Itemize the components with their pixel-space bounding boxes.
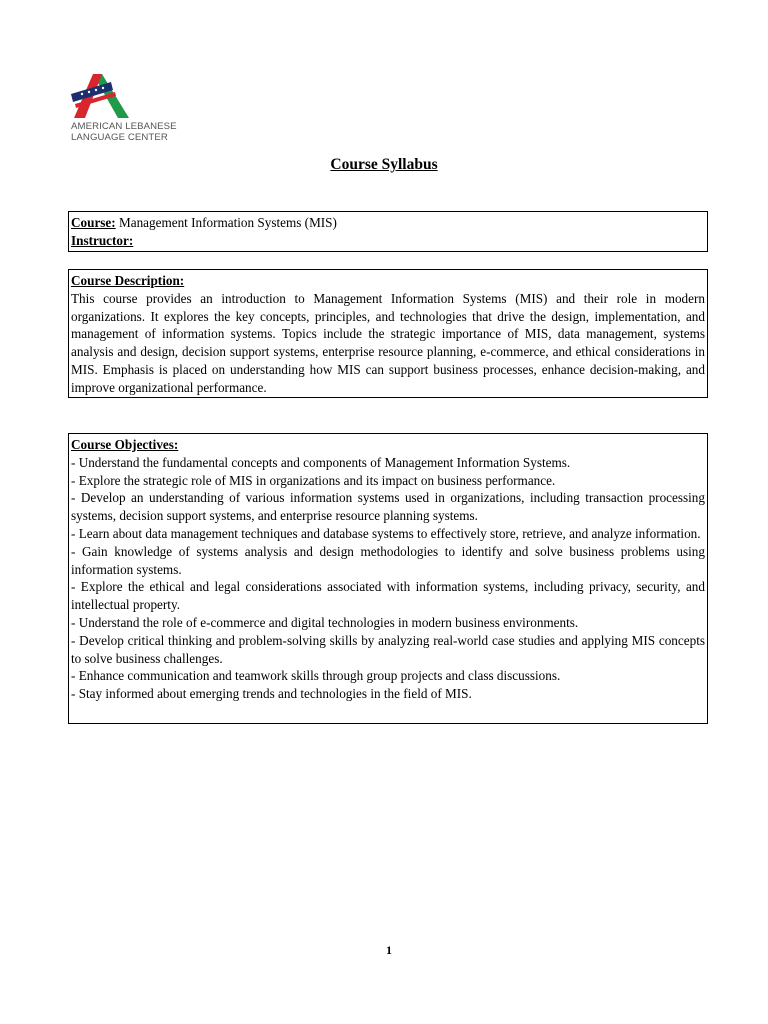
objective-item: - Develop critical thinking and problem-solving skills by analyzing real-world case studies and applying MIS concepts to solve business challenges. (71, 632, 705, 666)
alc-logo-mark (71, 72, 133, 122)
course-row (71, 214, 705, 232)
description-heading: Course Description: (71, 273, 185, 288)
instructor-label: Instructor: (71, 232, 134, 248)
objectives-heading: Course Objectives: (71, 437, 179, 452)
page-number: 1 (386, 943, 392, 957)
objective-item: - Learn about data management techniques and database systems to effectively store, retrieve, and analyze information. (71, 525, 701, 541)
objective-item: - Understand the fundamental concepts and components of Management Information Systems. (71, 454, 571, 470)
description-text: This course provides an introduction to Management Information Systems (MIS) and their role in modern organizations. It explores the key concepts, principles, and technologies that drive the design, implementation, and management of information systems. Topics include the strategic importance of MIS, data management, systems analysis and design, decision support systems, enterprise resource planning, e-commerce, and ethical considerations in MIS. Emphasis is placed on understanding how MIS can support business processes, enhance decision-making, and improve organizational performance. (71, 290, 705, 395)
course-value: Management Information Systems (MIS) (115, 215, 337, 230)
course-description-box (68, 269, 708, 398)
objective-item: - Gain knowledge of systems analysis and design methodologies to identify and solve business problems using information systems. (71, 543, 705, 577)
objective-item: - Enhance communication and teamwork skills through group projects and class discussions. (71, 668, 561, 684)
objective-item: - Stay informed about emerging trends and technologies in the field of MIS. (71, 686, 472, 702)
alc-logo (68, 72, 188, 144)
page-title: Course Syllabus (330, 156, 438, 173)
logo-line-1: AMERICAN LEBANESE (71, 121, 177, 132)
instructor-row (71, 232, 705, 250)
objective-item: - Explore the ethical and legal considerations associated with information systems, including privacy, security, and intellectual property. (71, 579, 705, 613)
course-label: Course: (71, 215, 116, 230)
objective-item: - Explore the strategic role of MIS in organizations and its impact on business performance. (71, 472, 556, 488)
logo-text (71, 121, 177, 143)
objectives-heading-row (71, 436, 705, 454)
objective-item: - Understand the role of e-commerce and digital technologies in modern business environments. (71, 614, 579, 630)
logo-line-2: LANGUAGE CENTER (71, 132, 168, 143)
course-info-box (68, 211, 708, 252)
course-objectives-box (68, 433, 708, 724)
objective-item: - Develop an understanding of various information systems used in organizations, including transaction processing systems, decision support systems, and enterprise resource planning systems. (71, 490, 705, 524)
